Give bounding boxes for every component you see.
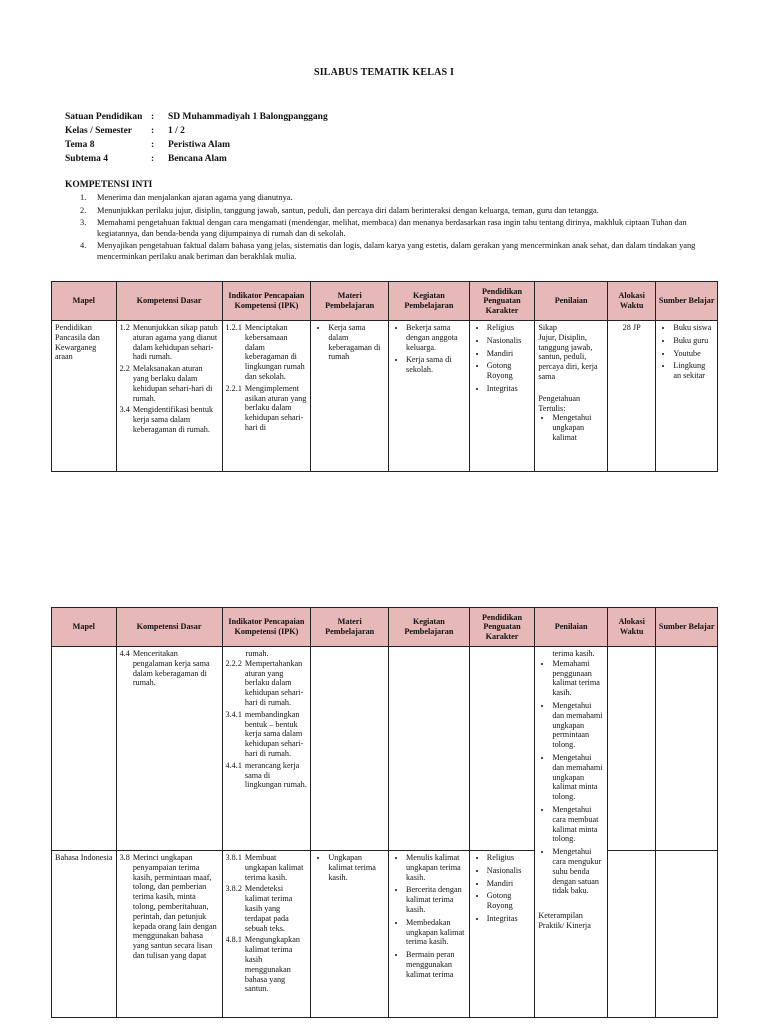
header-ppk: Pendidikan Penguatan Karakter: [469, 608, 535, 647]
header-ipk: Indikator Pencapaian Kompetensi (IPK): [222, 608, 311, 647]
header-materi: Materi Pembelajaran: [311, 608, 389, 647]
cell-alokasi: 28 JP: [607, 321, 655, 472]
cell-materi: • Ungkapan kalimat terima kasih.: [311, 851, 389, 1018]
info-row-kelas: Kelas / Semester : 1 / 2: [65, 126, 185, 136]
cell-ppk: • Religius • Nasionalis • Mandiri • Gotong Royong • Integritas: [469, 321, 535, 472]
kompetensi-inti-list: [80, 193, 712, 264]
cell-materi: [311, 647, 389, 851]
header-alokasi: Alokasi Waktu: [607, 608, 655, 647]
header-ipk: Indikator Pencapaian Kompetensi (IPK): [222, 282, 311, 321]
ki-item: 2. Menunjukkan perilaku jujur, disiplin, tanggung jawab, santun, peduli, dan percaya diri dalam berinteraksi dengan keluarga, teman, guru dan tetangga.: [80, 205, 599, 215]
info-value: SD Muhammadiyah 1 Balongpanggang: [168, 112, 328, 122]
header-kd: Kompetensi Dasar: [116, 608, 222, 647]
cell-penilaian: terima kasih. • Memahami penggunaan kalimat terima kasih. • Mengetahui dan memahami ungkapan permintaan tolong. • Mengetahui dan memahami ungkapan kalimat minta tolong. • Mengetahui cara membuat kalimat minta tolong. • Mengetahui cara mengukur suhu benda dengan satuan tidak baku. Keterampilan Praktik/ Kinerja: [535, 647, 608, 1018]
info-label: Subtema 4: [65, 154, 109, 164]
header-kd: Kompetensi Dasar: [116, 282, 222, 321]
header-sumber: Sumber Belajar: [656, 608, 718, 647]
info-row-subtema: Subtema 4 : Bencana Alam: [65, 154, 227, 164]
header-kegiatan: Kegiatan Pembelajaran: [389, 608, 470, 647]
header-mapel: Mapel: [52, 282, 117, 321]
header-materi: Materi Pembelajaran: [311, 282, 389, 321]
cell-alokasi: [607, 647, 655, 851]
info-label: Kelas / Semester: [65, 126, 133, 136]
cell-ipk: rumah. 2.2.2 Mempertahankan aturan yang berlaku dalam kehidupan sehari- hari di rumah. 3.4.1 membandingkan bentuk – bentuk kerja sama dalam kehidupan sehari- hari di rumah. 4.4.1 merancang kerja sama di lingkungan rumah.: [222, 647, 311, 851]
cell-kd: 4.4 Menceritakan pengalaman kerja sama dalam keberagaman di rumah.: [116, 647, 222, 851]
cell-penilaian: Sikap Jujur, Disiplin, tanggung jawab, santun, peduli, percaya diri, kerja sama Pengetahuan Tertulis: • Mengetahui ungkapan kalimat: [535, 321, 608, 472]
info-label: Tema 8: [65, 140, 95, 150]
header-penilaian: Penilaian: [535, 608, 608, 647]
ki-item: 3. Memahami pengetahuan faktual dengan cara mengamati (mendengar, melihat, membaca) dan menanya berdasarkan rasa ingin tahu tentang dirinya, makhluk ciptaan Tuhan dan kegiatannya, dan benda-benda yang dijumpainya di rumah dan di sekolah.: [80, 218, 687, 238]
cell-ppk: • Religius • Nasionalis • Mandiri • Gotong Royong • Integritas: [469, 851, 535, 1018]
info-label: Satuan Pendidikan: [65, 112, 143, 122]
cell-mapel: [52, 647, 117, 851]
table-row: [52, 851, 718, 1018]
document-title: SILABUS TEMATIK KELAS I: [313, 67, 455, 78]
cell-kd: 3.8 Merinci ungkapan penyampaian terima kasih, permintaan maaf, tolong, dan pemberian terima kasih, minta tolong, pemberitahuan, perintah, dan petunjuk kepada orang lain dengan menggunakan bahasa yang santun secara lisan dan tulisan yang dapat: [116, 851, 222, 1018]
header-mapel: Mapel: [52, 608, 117, 647]
cell-kegiatan: • Menulis kalimat ungkapan terima kasih. • Bercerita dengan kalimat terima kasih. • Membedakan ungkapan kalimat terima kasih. • Bermain peran menggunakan kalimat terima: [389, 851, 470, 1018]
table-header-row: [52, 608, 718, 647]
cell-mapel: Pendidikan Pancasila dan Kewarganeg araan: [52, 321, 117, 472]
cell-materi: • Kerja sama dalam keberagaman di rumah: [311, 321, 389, 472]
header-kegiatan: Kegiatan Pembelajaran: [389, 282, 470, 321]
cell-kegiatan: • Bekerja sama dengan anggota keluarga. • Kerja sama di sekolah.: [389, 321, 470, 472]
cell-kd: 1.2 Menunjukkan sikap patuh aturan agama yang dianut dalam kehidupan sehari-hadi rumah. 2.2 Melaksanakan aturan yang berlaku dalam kehidupan sehari-hari di rumah. 3.4 Mengidentifikasi bentuk kerja sama dalam keberagaman di rumah.: [116, 321, 222, 472]
header-ppk: Pendidikan Penguatan Karakter: [469, 282, 535, 321]
silabus-table-1: [51, 281, 718, 472]
info-row-satuan: Satuan Pendidikan : SD Muhammadiyah 1 Balongpanggang: [65, 112, 328, 122]
ki-item: 1. Menerima dan menjalankan ajaran agama yang dianutnya.: [80, 193, 293, 202]
cell-alokasi: [607, 851, 655, 1018]
header-alokasi: Alokasi Waktu: [607, 282, 655, 321]
silabus-table-2: [51, 607, 718, 1018]
ki-item: 4. Menyajikan pengetahuan faktual dalam bahasa yang jelas, sistematis dan logis, dalam karya yang estetis, dalam gerakan yang mencerminkan anak sehat, dan dalam tindakan yang mencerminkan perilaku anak beriman dan berakhlak mulia.: [80, 241, 696, 261]
cell-kegiatan: [389, 647, 470, 851]
info-value: Bencana Alam: [168, 154, 227, 164]
info-row-tema: Tema 8 : Peristiwa Alam: [65, 140, 231, 150]
identity-block: [65, 110, 328, 166]
cell-mapel: Bahasa Indonesia: [52, 851, 117, 1018]
kompetensi-inti-heading: KOMPETENSI INTI: [65, 180, 153, 190]
cell-sumber: [656, 851, 718, 1018]
table-row: [52, 321, 718, 472]
cell-sumber: • Buku siswa • Buku guru • Youtube • Lingkung an sekitar: [656, 321, 718, 472]
header-penilaian: Penilaian: [535, 282, 608, 321]
table-header-row: [52, 282, 718, 321]
cell-ipk: 3.8.1 Membuat ungkapan kalimat terima kasih. 3.8.2 Mendeteksi kalimat terima kasih yang terdapat pada sebuah teks. 4.8.1 Mengungkapkan kalimat terima kasih menggunakan bahasa yang santun.: [222, 851, 311, 1018]
cell-sumber: [656, 647, 718, 851]
info-value: Peristiwa Alam: [168, 140, 231, 150]
table-row: [52, 647, 718, 851]
header-sumber: Sumber Belajar: [656, 282, 718, 321]
cell-ipk: 1.2.1 Menciptakan kebersamaan dalam keberagaman di lingkungan rumah dan sekolah. 2.2.1 Mengimplement asikan aturan yang berlaku dalam kehidupan sehari-hari di: [222, 321, 311, 472]
info-value: 1 / 2: [168, 126, 185, 136]
cell-ppk: [469, 647, 535, 851]
